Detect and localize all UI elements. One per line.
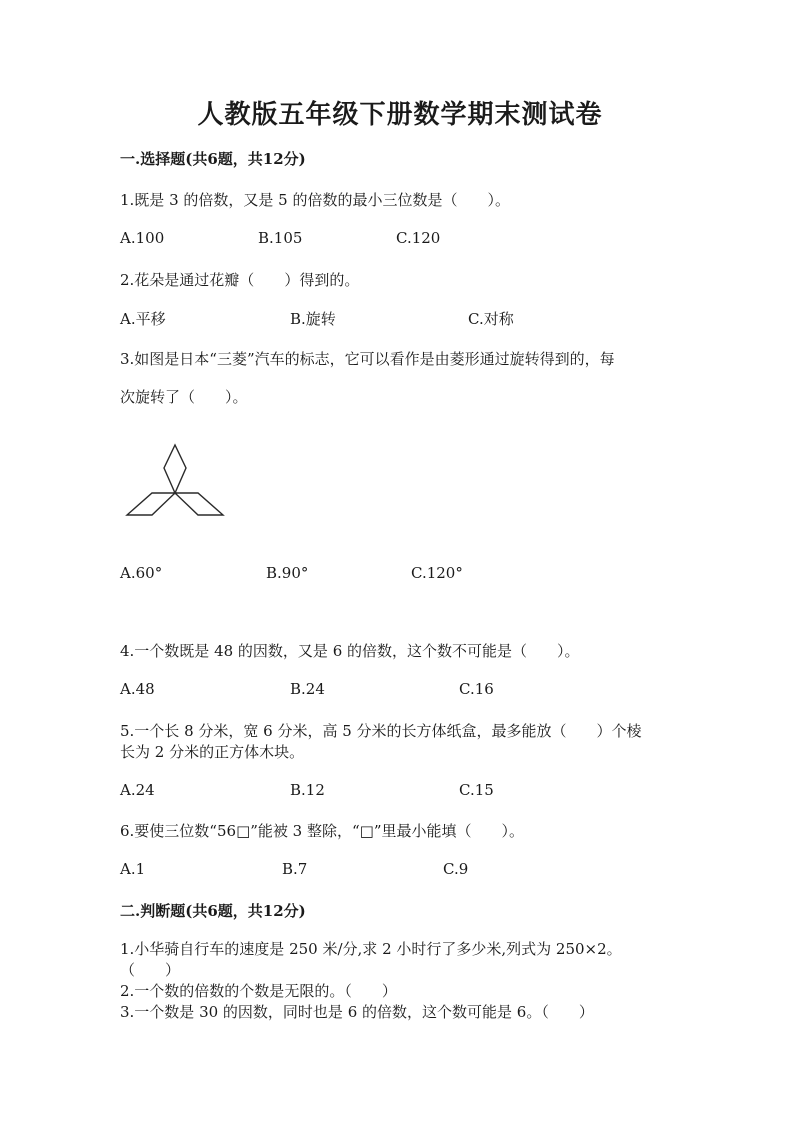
q5-option-c: C.15 — [459, 781, 494, 799]
judgement-1-line-2: （ ） — [120, 961, 181, 979]
q1-option-b: B.105 — [258, 229, 303, 247]
question-2: 2.花朵是通过花瓣（ ）得到的。 — [120, 271, 360, 289]
judgement-1-line-1: 1.小华骑自行车的速度是 250 米/分,求 2 小时行了多少米,列式为 250×2。 — [120, 940, 622, 958]
mitsubishi-logo-figure — [120, 440, 230, 520]
q4-option-c: C.16 — [459, 680, 494, 698]
page-title: 人教版五年级下册数学期末测试卷 — [197, 100, 603, 130]
q3-option-a: A.60° — [120, 564, 163, 582]
q5-option-a: A.24 — [120, 781, 155, 799]
question-6: 6.要使三位数“56□”能被 3 整除，“□”里最小能填（ ）。 — [120, 822, 524, 840]
q6-option-b: B.7 — [282, 860, 308, 878]
q6-option-a: A.1 — [120, 860, 146, 878]
q3-option-b: B.90° — [266, 564, 309, 582]
q5-option-b: B.12 — [290, 781, 325, 799]
question-3-line-2: 次旋转了（ ）。 — [120, 388, 248, 406]
question-5-line-1: 5.一个长 8 分米，宽 6 分米，高 5 分米的长方体纸盒，最多能放（ ）个棱 — [120, 722, 642, 740]
rhombus-right — [175, 493, 223, 515]
q4-option-b: B.24 — [290, 680, 325, 698]
q2-option-b: B.旋转 — [290, 310, 336, 328]
rhombus-left — [127, 493, 175, 515]
q3-option-c: C.120° — [411, 564, 463, 582]
q1-option-c: C.120 — [396, 229, 441, 247]
q2-option-a: A.平移 — [120, 310, 166, 328]
q2-option-c: C.对称 — [468, 310, 514, 328]
q6-option-c: C.9 — [443, 860, 469, 878]
question-3-line-1: 3.如图是日本“三菱”汽车的标志，它可以看作是由菱形通过旋转得到的，每 — [120, 350, 615, 368]
judgement-3: 3.一个数是 30 的因数，同时也是 6 的倍数，这个数可能是 6。（ ） — [120, 1003, 594, 1021]
question-5-line-2: 长为 2 分米的正方体木块。 — [120, 743, 305, 761]
question-1: 1.既是 3 的倍数，又是 5 的倍数的最小三位数是（ ）。 — [120, 191, 510, 209]
rhombus-top — [164, 445, 186, 493]
section-heading-choice: 一.选择题(共6题，共12分) — [120, 150, 306, 168]
q1-option-a: A.100 — [120, 229, 165, 247]
judgement-2: 2.一个数的倍数的个数是无限的。（ ） — [120, 982, 397, 1000]
section-heading-judgement: 二.判断题(共6题，共12分) — [120, 902, 306, 920]
q4-option-a: A.48 — [120, 680, 155, 698]
question-4: 4.一个数既是 48 的因数，又是 6 的倍数，这个数不可能是（ ）。 — [120, 642, 580, 660]
